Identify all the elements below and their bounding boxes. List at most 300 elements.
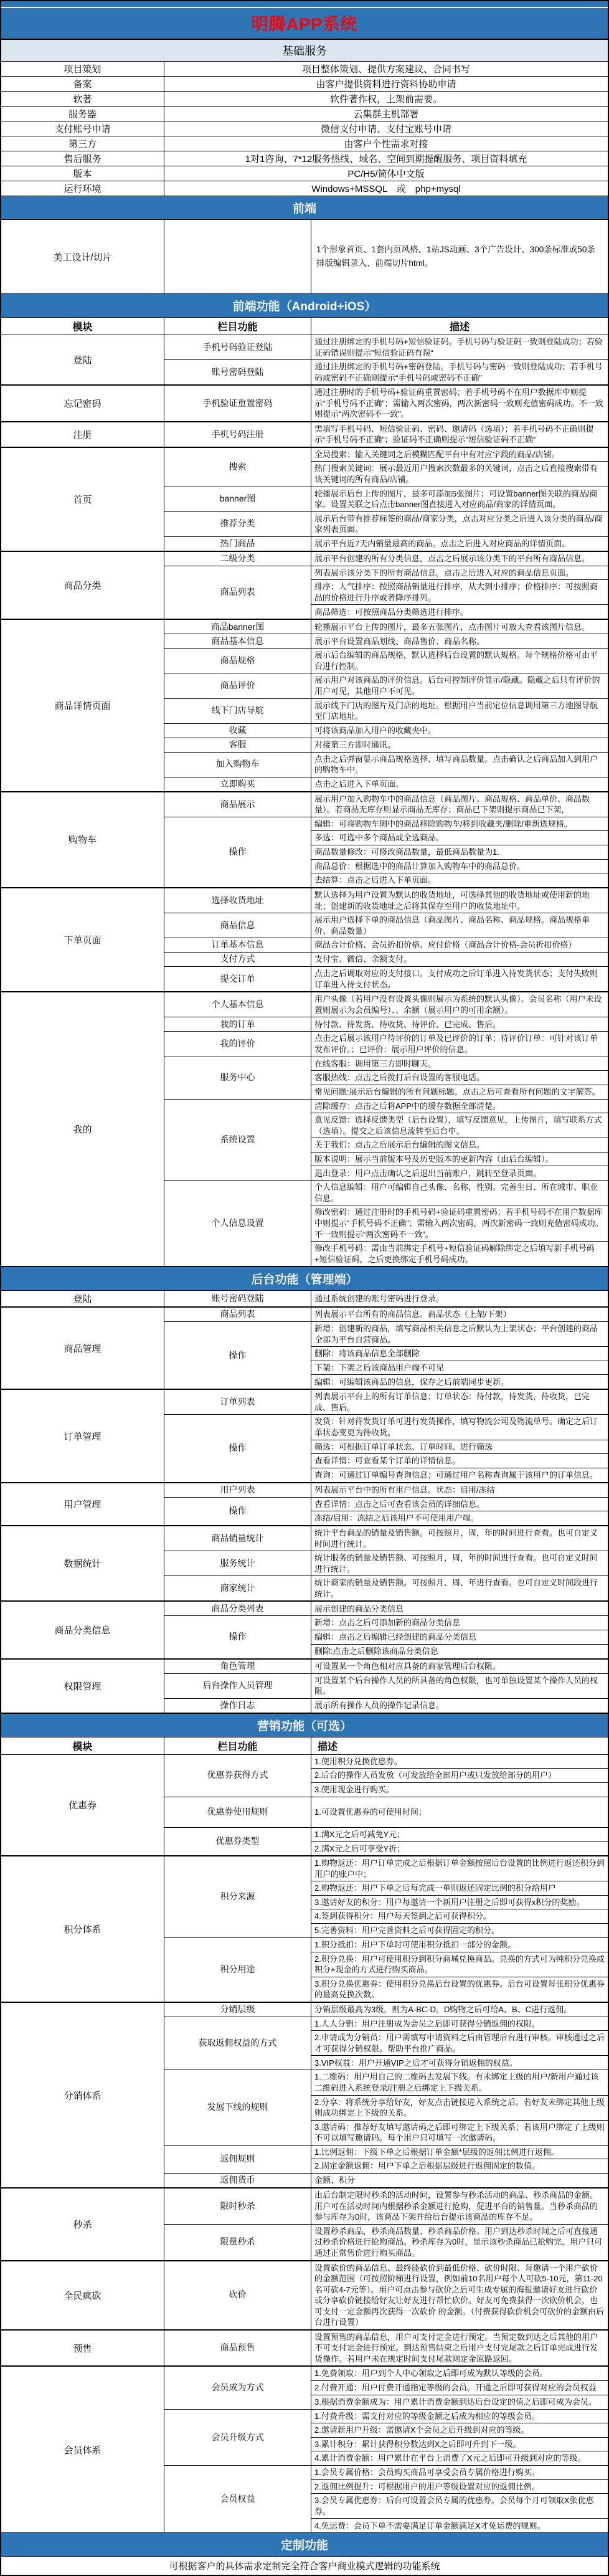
desc-cell: 统计商家的销量及销售额。可按照月、周、年进行查看。也可自定义时间段进行统计。 <box>314 1578 598 1599</box>
feature-block <box>164 335 608 360</box>
desc-cell: 展示用户选择下单的商品信息（商品图片、商品名称、商品规格。商品规格单价、商品数量） <box>314 915 590 936</box>
feature-cell: 热门商品 <box>164 537 311 551</box>
desc-cell: 关于我们：点击之后展示后台编辑的图文信息。 <box>311 1138 608 1153</box>
desc-cell: 2.分享：将系统分享给好友，好友点击链接进入系统之后。若好友未绑定其他上级则成功绑定上下级的关系。 <box>311 2096 608 2121</box>
feature-block <box>164 738 608 753</box>
desc-cell: 统计平台商品的销量及销售额。可按照月，周，年的时间进行查看。也可自定义时间进行统计。 <box>314 1528 598 1549</box>
desc-list <box>311 1181 608 1266</box>
module-cell: 忘记密码 <box>1 386 164 421</box>
feature-list <box>164 2189 608 2260</box>
design-desc: 1个形象首页、1套内页风格、1站JS动画、3个广告设计、300条标准或50条排版编辑录入、前端切片html。 <box>316 245 595 268</box>
feature-cell: 账号密码登陆 <box>164 1291 311 1306</box>
section-frontend-header: 前端 <box>1 196 608 220</box>
desc-cell: 退出登录：用户点击确认之后退出当前账户，跳转至登录页面。 <box>314 1168 542 1178</box>
module-block <box>1 1660 608 1714</box>
column-header-feature: 栏目功能 <box>164 318 311 335</box>
feature-cell: 会员成为方式 <box>164 2367 311 2408</box>
feature-block <box>164 487 608 512</box>
feature-cell: 操作 <box>164 1322 311 1389</box>
column-header-feature: 栏目功能 <box>164 1737 311 1754</box>
feature-cell: 选择收货地址 <box>164 888 311 913</box>
feature-block <box>164 566 608 619</box>
desc-list <box>311 649 608 673</box>
desc-cell: 1.可设置优惠券的可使用时间； <box>314 1807 427 1817</box>
desc-list <box>311 777 608 791</box>
feature-block <box>164 1699 608 1713</box>
desc-list <box>311 335 608 359</box>
desc-cell: 通过注册绑定的手机号码+密码登陆。手机号码与密码一致则登陆成功；若手机号码或密码不正确则提示“手机号码或密码不正确” <box>314 362 603 383</box>
desc-cell: 多选：可选中多个商品或全选商品。 <box>311 831 608 845</box>
feature-list <box>164 386 608 421</box>
feature-cell: 立即购买 <box>164 777 311 791</box>
module-cell: 下单页面 <box>1 888 164 991</box>
desc-cell: 查看详情：点击之后可查看该会员的详细信息。 <box>311 1498 608 1512</box>
desc-cell: 1.二维码：用户用自己的二维码去发展下线。有未绑定上级的用户/新用户通过该二维码进入系统登录/注册之后绑定上下级关系。 <box>311 2070 608 2095</box>
desc-list <box>311 1415 608 1481</box>
desc-list <box>311 2225 608 2260</box>
module-cell: 权限管理 <box>1 1660 164 1713</box>
desc-cell: 去结算：点击之后进入下单页面。 <box>314 875 437 885</box>
desc-list <box>311 2410 608 2466</box>
desc-cell: 商品合计价格、会员折扣价格、应付价格（商品合计价格-会员折扣价格） <box>314 940 577 950</box>
desc-list <box>311 699 608 723</box>
feature-cell: 优惠券使用规则 <box>164 1797 311 1827</box>
desc-cell: 版本说明：展示当前版本号及历史版本的更新内容（由后台编辑）。 <box>311 1153 608 1167</box>
feature-cell: 优惠券类型 <box>164 1828 311 1856</box>
desc-cell: 删除：将该商品信息全部删除 <box>311 1347 608 1361</box>
module-cell: 我的 <box>1 992 164 1266</box>
feature-list <box>164 1660 608 1713</box>
feature-block <box>164 1308 608 1322</box>
feature-list <box>164 1856 608 2001</box>
feature-cell: 手机号码验证登陆 <box>164 335 311 359</box>
feature-block <box>164 1032 608 1057</box>
service-desc: 云集群主机部署 <box>353 109 419 120</box>
feature-cell: 操作 <box>164 1498 311 1526</box>
desc-cell: 编辑：可将购物车侧中的商品移除购物车/移到收藏夹/删除/重新选规格。 <box>311 817 608 832</box>
desc-cell: 筛选：可根据订单订单状态、订单时间、进行筛选 <box>311 1440 608 1455</box>
desc-list <box>311 1322 608 1389</box>
feature-block <box>164 2017 608 2071</box>
feature-block <box>164 2466 608 2532</box>
section-custom-header: 定制功能 <box>1 2533 608 2557</box>
desc-cell: 3.使用现金进行购买。 <box>314 1784 394 1794</box>
module-block <box>1 620 608 792</box>
module-block <box>1 386 608 422</box>
feature-cell: 会员升级方式 <box>164 2410 311 2466</box>
module-block <box>1 1483 608 1527</box>
feature-block <box>164 1551 608 1576</box>
desc-list <box>311 1797 608 1827</box>
feature-list <box>164 1483 608 1526</box>
feature-block <box>164 2189 608 2225</box>
desc-list <box>311 2367 608 2408</box>
desc-cell: 轮播展示后台上传的图片，最多可添加5张图片；可设置banner图关联的商品/商家。设置关联之后点击banner图直接进入对应商品/商家的详情页面。 <box>314 488 598 510</box>
desc-cell: 查询：可通过订单编号查询信息；可通过用户名称查询属于该用户的订单信息。 <box>314 1470 598 1480</box>
desc-cell: 编辑：可编辑该商品的信息，保存之后前端同步更新。 <box>314 1377 509 1387</box>
desc-cell: 点击之后调取对应的支付接口。支付成功之后订单进入待发货状态；支付失败则订单进入待支付状态。 <box>314 969 598 989</box>
feature-block <box>164 1017 608 1032</box>
desc-cell: 商品筛选：可按照商品分类筛选进行排序。 <box>314 607 469 617</box>
service-label: 软著 <box>1 92 164 106</box>
module-block <box>1 1526 608 1602</box>
feature-cell: 商品评价 <box>164 673 311 698</box>
feature-block <box>164 552 608 566</box>
desc-list <box>311 1551 608 1576</box>
desc-list <box>311 566 608 619</box>
feature-block <box>164 992 608 1017</box>
feature-block <box>164 537 608 551</box>
feature-cell: 商品规格 <box>164 649 311 673</box>
basic-services-table <box>1 62 608 196</box>
desc-cell: 用户头像（若用户没有设置头像则展示为系统的默认头像）、会员名称（用户未设置则展示为会员编号）、、余额（展示用户的可用余额）。 <box>314 994 602 1015</box>
desc-list <box>311 1699 608 1713</box>
custom-desc: 可根据客户的具体需求定制完全符合客户商业模式逻辑的功能系统 <box>169 2561 440 2572</box>
module-cell: 首页 <box>1 448 164 551</box>
feature-list <box>164 335 608 384</box>
service-desc: PC/H5/简体中文版 <box>347 169 425 179</box>
desc-cell: 2.后台的操作人员发放（可发放给全部用户或只发放给部分的用户） <box>311 1769 608 1783</box>
feature-list <box>164 1526 608 1600</box>
desc-list <box>311 1032 608 1056</box>
service-row <box>1 107 608 121</box>
service-row <box>1 77 608 92</box>
module-cell: 全民疯砍 <box>1 2261 164 2329</box>
desc-cell: 编辑：点击之后编辑已经创建的商品分类信息 <box>311 1630 608 1645</box>
desc-list <box>311 2070 608 2144</box>
feature-cell: 推荐分类 <box>164 512 311 536</box>
feature-block <box>164 620 608 634</box>
feature-cell: 搜索 <box>164 448 311 487</box>
feature-cell: 提交订单 <box>164 967 311 991</box>
feature-cell: banner图 <box>164 487 311 511</box>
feature-block <box>164 1322 608 1389</box>
service-label: 售后服务 <box>1 151 164 166</box>
service-row <box>1 136 608 151</box>
feature-cell: 商品列表 <box>164 1308 311 1321</box>
feature-cell: 优惠券获得方式 <box>164 1755 311 1797</box>
module-block <box>1 2331 608 2367</box>
desc-list <box>311 1390 608 1414</box>
feature-block <box>164 888 608 913</box>
module-cell: 购物车 <box>1 792 164 887</box>
desc-cell: 展示平台设置商品划线、商品售价、商品名称。 <box>314 636 485 646</box>
feature-block <box>164 753 608 777</box>
service-label: 备案 <box>1 77 164 91</box>
feature-list <box>164 448 608 551</box>
desc-cell: 3.累计积分：累计获得积分数达到X之后即可升到下一级。 <box>311 2438 608 2452</box>
desc-cell: 点击之后进入下单页面。 <box>314 779 404 789</box>
module-cell: 会员体系 <box>1 2367 164 2532</box>
desc-cell: 设置秒杀商品，秒杀商品数量、秒杀商品价格。用户到达秒杀时间之后可直接通过秒杀价格进行抢购商品。秒杀库存为0时，显示该秒杀商品已抢购完。用户只可通过正常售价进行购买商品。 <box>314 2226 603 2258</box>
desc-cell: 待付款、待发货、待收货、待评价、已完成、售后。 <box>314 1019 501 1029</box>
desc-list <box>311 1017 608 1031</box>
desc-cell: 展示线下门店的图片及门店的地址。根据用户当前定位信息调用第三方地图导航至门店地址。 <box>314 700 598 721</box>
desc-cell: 4.签到获得积分：用户每天签到之后可获得积分。 <box>311 1909 608 1924</box>
module-block <box>1 2003 608 2189</box>
feature-block <box>164 1057 608 1100</box>
desc-cell: 1.使用积分兑换优惠券。 <box>311 1755 608 1769</box>
feature-block <box>164 1483 608 1498</box>
feature-cell: 二级分类 <box>164 552 311 566</box>
desc-cell: 1.免费领取：用户到个人中心领取之后即可成为默认等级的会员。 <box>311 2367 608 2381</box>
feature-list <box>164 422 608 447</box>
desc-cell: 点击之后弹窗显示商品规格选择、填写商品数量。点击确认之后商品加入到用户的购物车中。 <box>314 754 598 775</box>
desc-cell: 设置砍价的商品信息、最终能砍价到最低价格、砍价时限、每邀请一个用户砍价的金额范围（可按照阶梯进行设置，例如前10名用户每个人可砍5-10元，第11-20名可砍4-7元等）。用户可点击参与砍价之后可生成专属的海报邀请好友进行砍价或分享砍价链接给好友让好友进行帮忙砍价。好友可免费获得一次砍价机会，也可支付一定金额再次获得一次砍价 的金额。（付费获得砍价机会可砍价的金额由后台进行设置） <box>314 2263 605 2327</box>
section-basic-services-header: 基础服务 <box>1 40 608 62</box>
feature-block <box>164 1291 608 1306</box>
desc-cell: 1.购物返还：用户订单完成之后根据订单金额按照后台设置的比例进行返还积分到用户的账户中； <box>311 1856 608 1881</box>
section-header: 前端功能（Android+iOS） <box>1 294 608 318</box>
feature-cell: 订单列表 <box>164 1390 311 1414</box>
feature-list <box>164 620 608 791</box>
desc-cell: 列表展示平台上的所有订单信息；订单状态：待付款，待发货，待收货，已完成、售后。 <box>314 1392 590 1412</box>
desc-list <box>311 1660 608 1673</box>
module-block <box>1 1308 608 1390</box>
desc-cell: 商品总价：根据选中的商品计算加入购物车中的商品总价。 <box>311 860 608 874</box>
module-cell: 商品分类信息 <box>1 1602 164 1658</box>
feature-cell: 商品列表 <box>164 566 311 619</box>
desc-cell: 3.根据消费金额成为：用户累计消费金额到达后台设定的值之后即可成为会员。 <box>314 2397 597 2407</box>
module-cell: 秒杀 <box>1 2189 164 2260</box>
desc-cell: 可设置某一个角色相对应具备的商家管理后台权限。 <box>314 1661 501 1671</box>
service-row <box>1 151 608 166</box>
module-block <box>1 1390 608 1483</box>
feature-block <box>164 817 608 887</box>
desc-cell: 新增：创建新的商品，填写商品相关信息之后默认为上架状态；平台创建的商品全部为平台自营商品。 <box>311 1322 608 1347</box>
desc-cell: 统计服务的销量及销售额、可按照月，周，年的时间进行查看。也可自定义时间进行统计。 <box>314 1553 598 1574</box>
feature-list <box>164 1602 608 1658</box>
feature-cell: 服务中心 <box>164 1057 311 1099</box>
desc-cell: 支付宝、微信、余额支付。 <box>314 954 412 964</box>
desc-cell: 下架：下架之后该商品用户端不可见 <box>311 1361 608 1376</box>
feature-block <box>164 2367 608 2409</box>
module-block <box>1 992 608 1267</box>
module-block <box>1 1856 608 2002</box>
desc-cell: 可将该商品加入用户的收藏夹中。 <box>314 725 437 735</box>
desc-cell: 通过系统创建的账号密码进行登录。 <box>314 1293 445 1303</box>
desc-cell: 4.累计消费金额：用户累计在平台上消费了X元之后即可升级到对应的等级。 <box>314 2453 586 2463</box>
section-header: 后台功能（管理端） <box>1 1267 608 1291</box>
feature-cell: 操作日志 <box>164 1699 311 1713</box>
section-header: 营销功能（可选） <box>1 1714 608 1737</box>
desc-cell: 2.付费开通：用户付费开通指定等级的会员。开通之后即可获得对应的会员权益 <box>311 2381 608 2395</box>
feature-block <box>164 673 608 698</box>
desc-list <box>311 792 608 817</box>
feature-block <box>164 1828 608 1856</box>
desc-cell: 3.VIP权益：用户开通VIP之后才可获得分销返佣的权益。 <box>314 2058 517 2068</box>
feature-block <box>164 386 608 421</box>
feature-block <box>164 724 608 738</box>
design-empty-cell <box>164 220 311 293</box>
feature-cell: 账号密码登陆 <box>164 360 311 384</box>
service-row <box>1 62 608 77</box>
desc-list <box>311 817 608 887</box>
desc-cell: 点击之后展示该用户待评价的订单及已评价的订单；待评价订单：可针对该订单发布评价。；已评价：展示用户评价的信息。 <box>314 1034 598 1054</box>
feature-block <box>164 634 608 649</box>
feature-cell: 操作 <box>164 1616 311 1658</box>
feature-cell: 个人基本信息 <box>164 992 311 1017</box>
desc-list <box>311 2189 608 2224</box>
feature-cell: 角色管理 <box>164 1660 311 1673</box>
column-header-row <box>1 318 608 335</box>
desc-list <box>311 386 608 421</box>
desc-list <box>311 992 608 1017</box>
module-cell: 订单管理 <box>1 1390 164 1481</box>
feature-block <box>164 777 608 791</box>
desc-cell: 展示平台近7天内销量最高的商品。点击之后进入对应商品的详情页面。 <box>314 538 570 548</box>
desc-cell: 3.积分兑换优惠券：使用积分兑换后台设置的优惠券。后台可设置每张积分优惠券的最高兑换次数。 <box>314 1979 605 2000</box>
feature-cell: 商品预售 <box>164 2331 311 2366</box>
desc-list <box>311 512 608 536</box>
desc-cell: 常见问题:展示后台编辑的所有问题标题。点击之后可查看所有问题的文字解答。 <box>314 1086 600 1096</box>
feature-cell: 手机号码注册 <box>164 422 311 447</box>
desc-list <box>311 1616 608 1658</box>
feature-cell: 用户列表 <box>164 1483 311 1497</box>
module-cell: 登陆 <box>1 1291 164 1306</box>
module-block <box>1 2261 608 2331</box>
feature-list <box>164 1390 608 1481</box>
desc-list <box>311 422 608 447</box>
feature-cell: 积分来源 <box>164 1856 311 1937</box>
feature-cell: 订单基本信息 <box>164 938 311 952</box>
top-blue-strip <box>1 1 608 8</box>
service-row <box>1 92 608 107</box>
feature-cell: 商品分类列表 <box>164 1602 311 1615</box>
desc-list <box>311 1602 608 1615</box>
desc-cell: 1.人人分销：用户注册成为会员之后即可获得分销返佣的权限。 <box>311 2017 608 2032</box>
desc-list <box>311 487 608 511</box>
feature-list <box>164 2261 608 2329</box>
feature-block <box>164 1526 608 1551</box>
desc-cell: 修改手机号码：需由当前绑定手机号+短信验证码解除绑定之后填写新手机号码+短信验证码，之后更换绑定手机号码成功。 <box>314 1243 595 1264</box>
desc-list <box>311 967 608 991</box>
feature-cell: 限量秒杀 <box>164 2225 311 2260</box>
desc-cell: 列表展示平台所有的商品信息。商品状态（上架/下架） <box>314 1309 511 1319</box>
desc-cell: 1.会员专属价格：会员购买商品可享受会员专属价格进行购买。 <box>311 2466 608 2480</box>
feature-cell: 操作 <box>164 1415 311 1481</box>
feature-cell: 系统设置 <box>164 1100 311 1181</box>
module-block <box>1 792 608 888</box>
feature-block <box>164 1616 608 1658</box>
desc-cell: 展示后台编辑的商品规格，默认选择后台设置的默认规格。每个规格价格可由平台进行控制。 <box>314 650 598 671</box>
feature-cell: 获取返佣权益的方式 <box>164 2017 311 2070</box>
feature-cell: 个人信息设置 <box>164 1181 311 1266</box>
service-desc: 由客户个性需求对接 <box>344 139 428 150</box>
feature-list <box>164 992 608 1266</box>
module-block <box>1 335 608 386</box>
desc-list <box>311 1498 608 1526</box>
feature-list <box>164 792 608 887</box>
feature-block <box>164 1576 608 1600</box>
desc-list <box>311 1576 608 1600</box>
desc-list <box>311 753 608 777</box>
feature-cell: 收藏 <box>164 724 311 738</box>
desc-cell: 热门搜索关键词：展示最近用户搜索次数最多的关键词，点击之后直接搜索带有该关键词的所有商品/店铺。 <box>314 463 598 485</box>
design-label: 美工设计/切片 <box>1 220 164 293</box>
feature-cell: 商品销量统计 <box>164 1526 311 1551</box>
desc-cell: 金额、积分 <box>314 2175 356 2185</box>
column-header-module: 模块 <box>1 1737 164 1754</box>
module-block <box>1 448 608 552</box>
feature-block <box>164 1797 608 1828</box>
feature-block <box>164 2146 608 2174</box>
desc-cell: 2.积分兑换：用户可使用积分到积分商城兑换商品。兑换的方式可为纯积分兑换或积分+现金的方式进行购买商品。 <box>311 1952 608 1977</box>
feature-cell: 我的评价 <box>164 1032 311 1056</box>
module-cell: 积分体系 <box>1 1856 164 2001</box>
module-cell: 优惠券 <box>1 1755 164 1856</box>
feature-cell: 返佣规则 <box>164 2146 311 2174</box>
desc-list <box>311 1308 608 1321</box>
module-cell: 商品管理 <box>1 1308 164 1389</box>
desc-cell: 2.邀请新用户升级：需邀请X个会员之后升级到对应的等级。 <box>311 2423 608 2438</box>
desc-cell: 3.邀请码：推荐好友填写邀请码之后即可绑定上下级关系；若该用户绑定了上级则不可以填写邀请码。每个用户只可填写一次邀请码。 <box>314 2122 605 2143</box>
feature-block <box>164 1755 608 1797</box>
feature-block <box>164 2261 608 2329</box>
feature-cell: 发展下线的规则 <box>164 2070 311 2144</box>
desc-cell: 展示平台创建的所有分类信息，点击之后展示该分类下的平台所有商品信息。 <box>314 553 590 563</box>
desc-list <box>311 2466 608 2532</box>
desc-list <box>311 938 608 952</box>
feature-block <box>164 422 608 447</box>
desc-list <box>311 888 608 913</box>
feature-block <box>164 2225 608 2260</box>
feature-list <box>164 2331 608 2366</box>
feature-block <box>164 448 608 487</box>
feature-block <box>164 1602 608 1616</box>
service-row <box>1 181 608 196</box>
feature-cell: 支付方式 <box>164 953 311 966</box>
desc-cell: 展示用户对该商品的评价信息。后台可控制评价显示/隐藏。隐藏之后只有评价的用户可见，其他用户不可见。 <box>314 675 600 696</box>
desc-list <box>311 2174 608 2187</box>
feature-block <box>164 699 608 724</box>
desc-cell: 1.满X元之后可减免Y元； <box>311 1828 608 1842</box>
desc-cell: 1.比例返佣：下级下单之后根据订单金额*层级的返佣比例进行返佣。 <box>311 2146 608 2160</box>
desc-list <box>311 537 608 551</box>
service-label: 服务器 <box>1 107 164 121</box>
desc-cell: 3.邀请好友的积分：用户每邀请一个新用户注册之后即可获得x积分的奖励。 <box>311 1896 608 1910</box>
feature-block <box>164 1498 608 1526</box>
feature-block <box>164 2410 608 2466</box>
desc-cell: 2.购物返还：用户下单之后每完成一单则返还固定比例的积分给用户 <box>311 1881 608 1896</box>
desc-cell: 3.会员专属优惠券：后台可设置会员专属的优惠券。会员每个月可领取X张优惠券。 <box>311 2494 608 2519</box>
feature-list <box>164 2003 608 2187</box>
desc-cell: 对接第三方即时通讯。 <box>314 739 396 749</box>
feature-list <box>164 1291 608 1306</box>
desc-list <box>311 620 608 634</box>
desc-cell: 2.申请成为分销员：用户需填写申请资料之后由管理后台进行审核。审核通过之后才可获得分销权限。帮助平台推广商品。 <box>311 2031 608 2056</box>
module-block <box>1 2189 608 2261</box>
desc-cell: 个人信息编辑：用户可编辑自己头像、名称，性别。完善生日、所在城市、职业信息。 <box>311 1181 608 1205</box>
feature-cell: 限时秒杀 <box>164 2189 311 2224</box>
feature-cell: 积分用途 <box>164 1938 311 2002</box>
desc-list <box>311 1100 608 1181</box>
column-header-module: 模块 <box>1 318 164 335</box>
feature-block <box>164 1181 608 1266</box>
desc-list <box>311 738 608 752</box>
feature-cell: 返佣货币 <box>164 2174 311 2187</box>
desc-list <box>311 1526 608 1551</box>
desc-list <box>311 1483 608 1497</box>
desc-cell: 列表展示平台中的所有用户信息。状态：启用/冻结 <box>314 1485 495 1495</box>
module-cell: 商品详情页面 <box>1 620 164 791</box>
frontend-design-row <box>1 220 608 294</box>
column-header-desc: 描述 <box>318 1741 338 1752</box>
desc-cell: 通过注册时的手机号码+验证码重置密码；若手机号码不在用户数据库中则提示“手机号码不正确”；需输入两次密码，两次新密码一致则充值密码成功。不一致则提示“两次密码不一致”。 <box>314 387 603 419</box>
desc-list <box>311 634 608 648</box>
feature-cell: 后台操作人员管理 <box>164 1674 311 1698</box>
feature-block <box>164 2003 608 2017</box>
